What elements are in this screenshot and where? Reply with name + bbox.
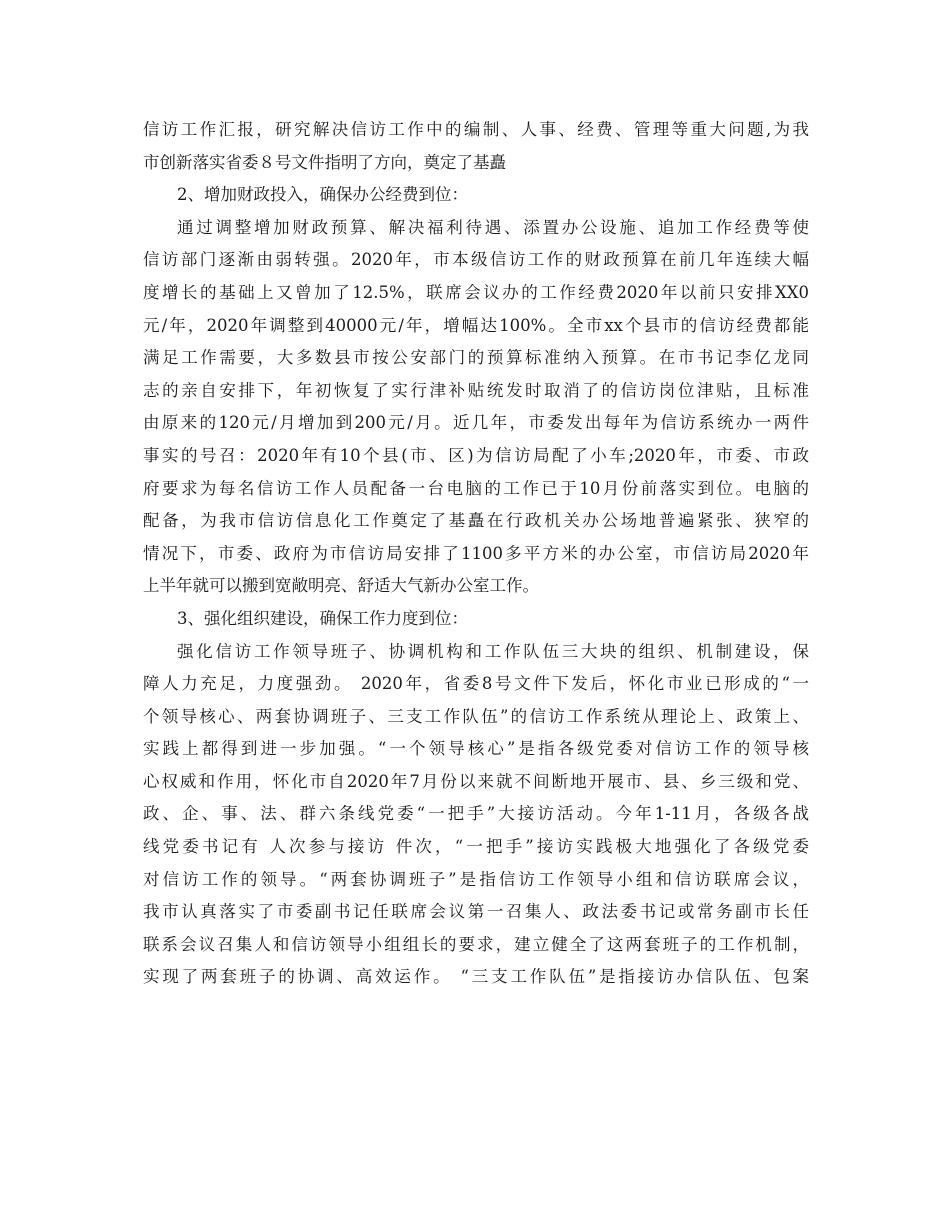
text-line: 信访部门逐渐由弱转强。2020年，市本级信访工作的财政预算在前几年连续大幅 [143,250,809,270]
text-line: 政、企、事、法、群六条线党委“一把手”大接访活动。今年1-11月，各级各战 [143,804,809,824]
body-text [143,114,809,994]
text-line: 府要求为每名信访工作人员配备一台电脑的工作已于10月份前落实到位。电脑的 [143,478,809,498]
text-line: 实践上都得到进一步加强。“一个领导核心”是指各级党委对信访工作的领导核 [143,739,809,759]
text-line: 情况下，市委、政府为市信访局安排了1100多平方米的办公室，市信访局2020年 [143,543,809,563]
text-line: 联系会议召集人和信访领导小组组长的要求，建立健全了这两套班子的工作机制， [143,934,809,954]
text-line: 满足工作需要，大多数县市按公安部门的预算标准纳入预算。在市书记李亿龙同 [143,348,809,368]
text-line: 由原来的120元/月增加到200元/月。近几年，市委发出每年为信访系统办一两件 [143,413,809,433]
text-line: 度增长的基础上又曾加了12.5%，联席会议办的工作经费2020年以前只安排XX0 [143,282,809,302]
text-line: 事实的号召：2020年有10个县(市、区)为信访局配了小车;2020年，市委、市政 [143,445,809,465]
text-line: 实现了两套班子的协调、高效运作。 “三支工作队伍”是指接访办信队伍、包案 [143,967,809,987]
text-line: 配备，为我市信访信息化工作奠定了基矗在行政机关办公场地普遍紧张、狭窄的 [143,511,809,531]
text-line: 强化信访工作领导班子、协调机构和工作队伍三大块的组织、机制建设，保 [177,641,809,661]
text-line: 2、增加财政投入，确保办公经费到位： [177,185,468,205]
text-line: 上半年就可以搬到宽敞明亮、舒适大气新办公室工作。 [143,576,539,596]
text-line: 心权威和作用，怀化市自2020年7月份以来就不间断地开展市、县、乡三级和党、 [143,771,809,791]
text-line: 市创新落实省委８号文件指明了方向，奠定了基矗 [143,152,506,172]
text-line: 我市认真落实了市委副书记任联席会议第一召集人、政法委书记或常务副市长任 [143,902,809,922]
text-line: 3、强化组织建设，确保工作力度到位： [177,608,468,628]
text-line: 志的亲自安排下，年初恢复了实行津补贴统发时取消了的信访岗位津贴，且标准 [143,380,809,400]
text-line: 障人力充足，力度强劲。 2020年，省委8号文件下发后，怀化市业已形成的“一 [143,674,809,694]
text-line: 元/年，2020年调整到40000元/年，增幅达100%。全市xx个县市的信访经费都能 [143,315,809,335]
text-line: 个领导核心、两套协调班子、三支工作队伍”的信访工作系统从理论上、政策上、 [143,706,809,726]
text-line: 对信访工作的领导。“两套协调班子”是指信访工作领导小组和信访联席会议， [143,869,809,889]
text-line: 线党委书记有 人次参与接访 件次，“一把手”接访实践极大地强化了各级党委 [143,837,809,857]
text-line: 信访工作汇报，研究解决信访工作中的编制、人事、经费、管理等重大问题,为我 [143,120,809,139]
text-line: 通过调整增加财政预算、解决福利待遇、添置办公设施、追加工作经费等使 [177,217,809,237]
